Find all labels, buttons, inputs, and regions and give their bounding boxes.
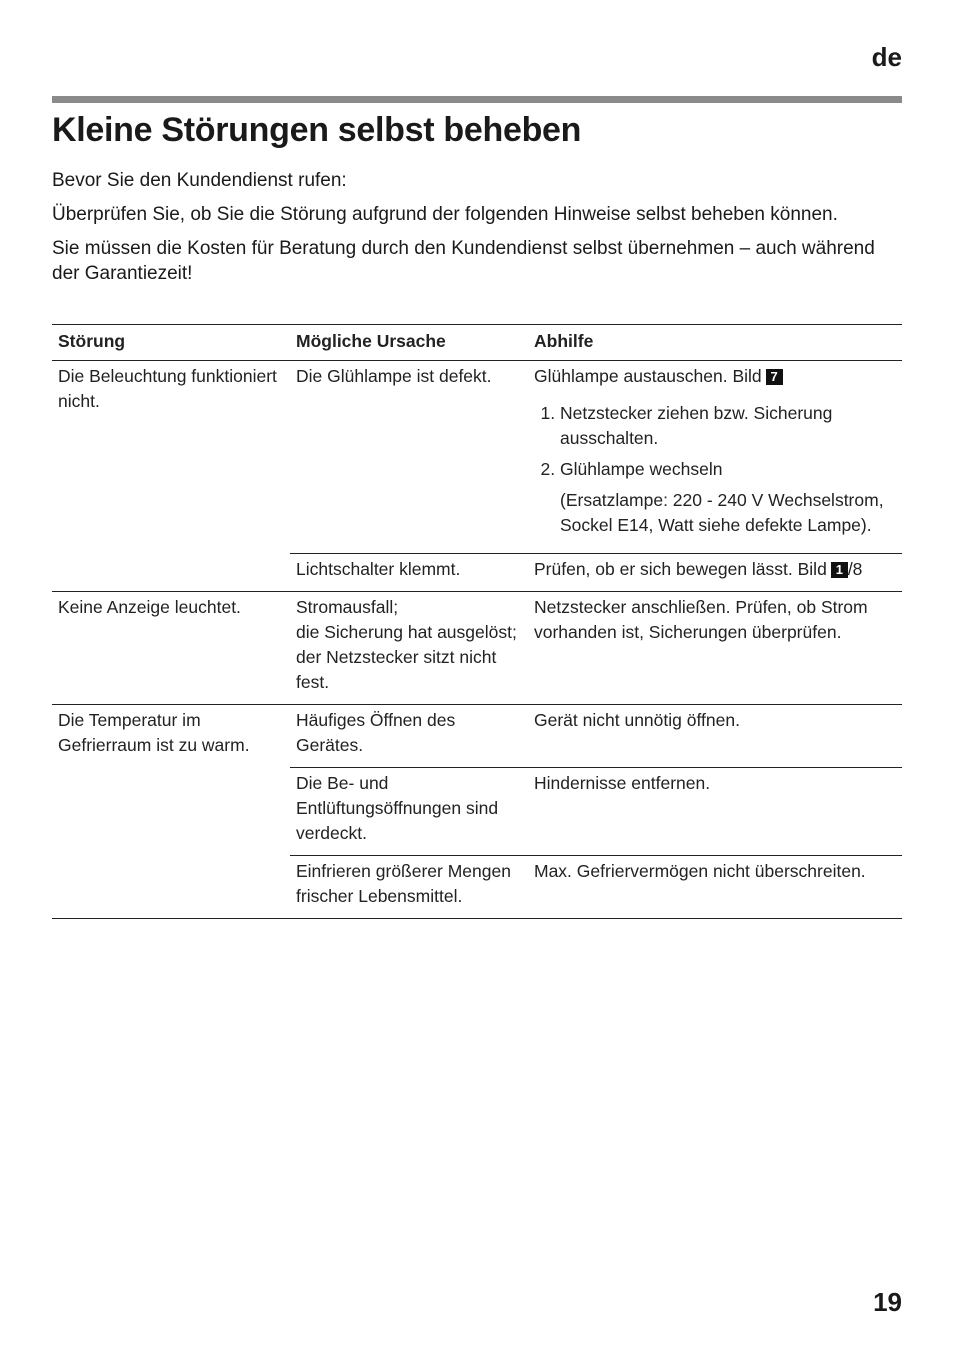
remedy-cell: Hindernisse entfernen.	[528, 768, 902, 856]
column-header-fault: Störung	[52, 325, 290, 361]
table-header-row	[52, 325, 902, 361]
troubleshooting-table	[52, 324, 902, 919]
table-row	[52, 592, 902, 705]
cause-cell	[290, 592, 528, 705]
list-item: 1. Netzstecker ziehen bzw. Sicherung ausschalten.	[560, 401, 896, 451]
figure-reference-icon: 7	[766, 369, 783, 385]
list-item	[560, 457, 896, 538]
intro-paragraph: Sie müssen die Kosten für Beratung durch den Kundendienst selbst übernehmen – auch während der Garantiezeit!	[52, 238, 875, 284]
remedy-cell	[528, 554, 902, 592]
fault-cell: Die Beleuchtung funktioniert nicht.	[52, 361, 290, 592]
column-header-remedy: Abhilfe	[528, 325, 902, 361]
fault-cell: Die Temperatur im Gefrierraum ist zu warm.	[52, 705, 290, 919]
cause-cell: Einfrieren größerer Mengen frischer Lebensmittel.	[290, 856, 528, 919]
header-rule	[52, 96, 902, 103]
cause-cell: Lichtschalter klemmt.	[290, 554, 528, 592]
cause-cell: Die Glühlampe ist defekt.	[290, 361, 528, 554]
cause-cell: Die Be- und Entlüftungsöffnungen sind verdeckt.	[290, 768, 528, 856]
step-note: (Ersatzlampe: 220 - 240 V Wechselstrom, Sockel E14, Watt siehe defekte Lampe).	[560, 490, 884, 535]
remedy-cell	[528, 361, 902, 554]
column-header-cause: Mögliche Ursache	[290, 325, 528, 361]
language-tag: de	[871, 42, 902, 72]
remedy-text: Prüfen, ob er sich bewegen lässt. Bild	[534, 559, 827, 579]
cause-line: die Sicherung hat ausgelöst; der Netzstecker sitzt nicht fest.	[296, 622, 517, 692]
page-number: 19	[873, 1287, 902, 1317]
remedy-cell: Max. Gefriervermögen nicht überschreiten.	[528, 856, 902, 919]
remedy-cell: Gerät nicht unnötig öffnen.	[528, 705, 902, 768]
table-row	[52, 361, 902, 554]
step-text: Glühlampe wechseln	[560, 459, 723, 479]
steps-list	[534, 401, 896, 538]
intro-paragraph: Bevor Sie den Kundendienst rufen:	[52, 170, 347, 191]
cause-cell: Häufiges Öffnen des Gerätes.	[290, 705, 528, 768]
figure-reference-icon: 1	[831, 562, 848, 578]
intro-text	[52, 168, 902, 295]
remedy-cell: Netzstecker anschließen. Prüfen, ob Strom vorhanden ist, Sicherungen überprüfen.	[528, 592, 902, 705]
table-row	[52, 705, 902, 768]
remedy-text: Glühlampe austauschen. Bild	[534, 366, 762, 386]
figure-suffix: /8	[847, 559, 863, 579]
cause-line: Stromausfall;	[296, 597, 399, 617]
page-title: Kleine Störungen selbst beheben	[52, 111, 582, 149]
fault-cell: Keine Anzeige leuchtet.	[52, 592, 290, 705]
intro-paragraph: Überprüfen Sie, ob Sie die Störung aufgrund der folgenden Hinweise selbst beheben können.	[52, 204, 838, 225]
